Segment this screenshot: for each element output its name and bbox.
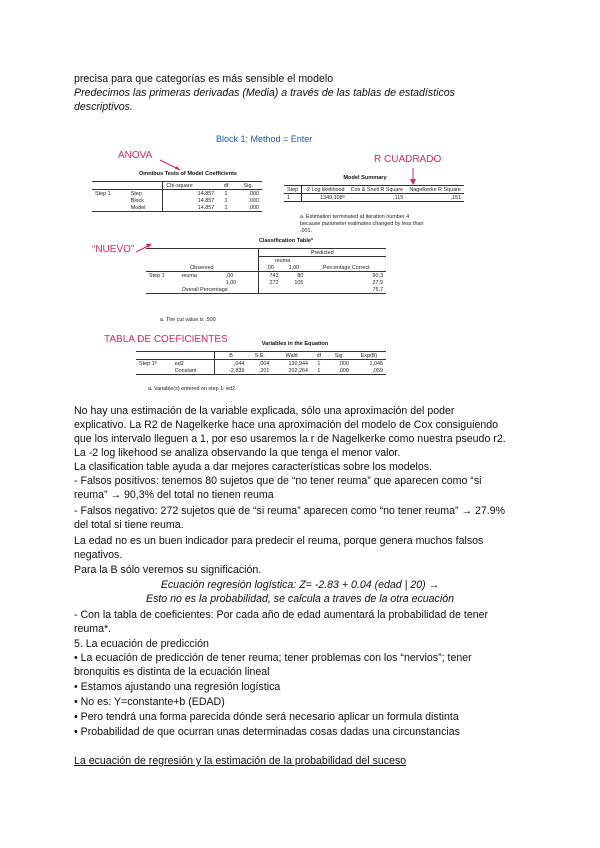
bullet-item: • Probabilidad de que ocurran unas determinadas cosas dadas una circunstancias: [74, 726, 460, 738]
omnibus-title: Omnibus Tests of Model Coefficients: [138, 171, 238, 177]
annotation-r-cuadrado: R CUADRADO: [374, 154, 442, 165]
model-summary-title: Model Summary: [343, 175, 387, 181]
classification-note: a. The cut value is ,500: [160, 317, 216, 323]
bullet-item: • No es: Y=constante+b (EDAD): [74, 696, 225, 708]
table-row: Step 1ª ed2 ,044 ,004 130,944 1 ,000 1,045: [139, 360, 383, 367]
model-summary-note: .001.: [300, 228, 312, 234]
section-heading: 5. La ecuación de predicción: [74, 638, 209, 650]
body-line: La clasification table ayuda a dar mejores características sobre los modelos.: [74, 461, 433, 473]
intro-line: Predecimos las primeras derivadas (Media) a través de las tablas de estadísticos: [74, 87, 455, 99]
table-header: reuma: [146, 257, 386, 265]
table-header: B S.E. Wald df Sig. Exp(B): [136, 352, 386, 360]
body-line: - Falsos negativo: 272 sujetos que de “si reuma” aparecen como “no tener reuma” → 27.9%: [74, 505, 506, 517]
body-line: No hay una estimación de la variable explicada, sólo una aproximación del poder: [74, 405, 455, 417]
body-line: del total si tiene reuma.: [74, 519, 184, 531]
table-row: 1,00 272 105 27,9: [225, 279, 383, 286]
annotation-tabla-coeficientes: TABLA DE COEFICIENTES: [104, 334, 228, 345]
table-row: Constant -2,839 ,201 202,264 1 ,000 ,059: [136, 367, 386, 375]
model-summary-note: because parameter estimates changed by less than: [300, 221, 424, 227]
body-line: Para la B sólo veremos su significación.: [74, 564, 262, 576]
table-row: Step 1 reuma ,00 743 80 90,3: [149, 272, 383, 279]
table-row: Overall Percentage 75,7: [146, 286, 386, 294]
annotation-nuevo: “NUEVO”: [92, 244, 135, 255]
table-header: Step -2 Log likelihood Cox & Snell R Square Nagelkerke R Square: [284, 186, 464, 194]
table-header: Chi-square df Sig.: [92, 182, 262, 190]
omnibus-table: [92, 181, 262, 212]
block-title: Block 1: Method = Enter: [216, 134, 313, 144]
body-line: reuma*.: [74, 623, 112, 635]
body-line: La edad no es un buen indicador para predecir el reuma, porque genera muchos falsos: [74, 535, 484, 547]
body-line: - Con la tabla de coeficientes: Por cada año de edad aumentará la probabilidad de tener: [74, 609, 489, 621]
table-row: Step 1 Step 14.857 1 .000: [95, 190, 259, 197]
variables-table: [136, 351, 386, 375]
bullet-item: • La ecuación de predicción de tener reuma; tener problemas con los “nervios”; tener: [74, 652, 472, 664]
table-row: Block 14.857 1 .000: [130, 197, 259, 204]
body-line: negativos.: [74, 549, 123, 561]
variables-title: Variables in the Equation: [261, 341, 329, 347]
model-summary-table: [284, 185, 464, 202]
bullet-item: bronquitis es distinta de la ecuación lineal: [74, 666, 270, 678]
arrowhead-icon: [175, 166, 180, 170]
table-header: Observed ,00 1,00 Percentage Correct: [146, 264, 386, 272]
bullet-item: • Estamos ajustando una regresión logística: [74, 681, 281, 693]
table-header: Predicted: [146, 249, 386, 257]
bullet-item: • Pero tendrá una forma parecida dónde será necesario aplicar un formula distinta: [74, 711, 459, 723]
table-row: 1 1349,108ª ,115 ,151: [284, 194, 464, 202]
body-line: explicativo. La R2 de Nagelkerke hace una aproximación del modelo de Cox consiguiendo: [74, 419, 499, 431]
body-line: que los intervalo lleguen a 1, por eso usaremos la r de Nagelkerke como nuestra pseudo r2.: [74, 433, 506, 445]
classification-title: Classification Tableª: [258, 238, 314, 244]
variables-note: a. Variable(s) entered on step 1: ed2.: [148, 386, 237, 392]
equation: Ecuación regresión logística: Z= -2.83 + 0.04 (edad | 20) →: [160, 579, 440, 591]
body-line: La -2 log likehood se analiza observando la que tenga el menor valor.: [74, 447, 401, 459]
model-summary-note: a. Estimation terminated at iteration number 4: [300, 214, 410, 220]
footer-heading: La ecuación de regresión y la estimación de la probabilidad del suceso: [74, 755, 407, 767]
body-line: - Falsos positivos: tenemos 80 sujetos que de “no tener reuma” que aparecen como “si: [74, 475, 482, 487]
classification-table: [146, 248, 386, 294]
annotation-anova: ANOVA: [118, 150, 153, 161]
body-line: reuma” → 90,3% del total no tienen reuma: [74, 489, 274, 501]
intro-line: precisa para que categorías es más sensible el modelo: [74, 73, 334, 85]
equation-note: Esto no es la probabilidad, se calcula a traves de la otra ecuación: [146, 593, 454, 605]
table-row: Model 14.857 1 .000: [92, 204, 262, 212]
intro-line: descriptivos.: [74, 101, 133, 113]
